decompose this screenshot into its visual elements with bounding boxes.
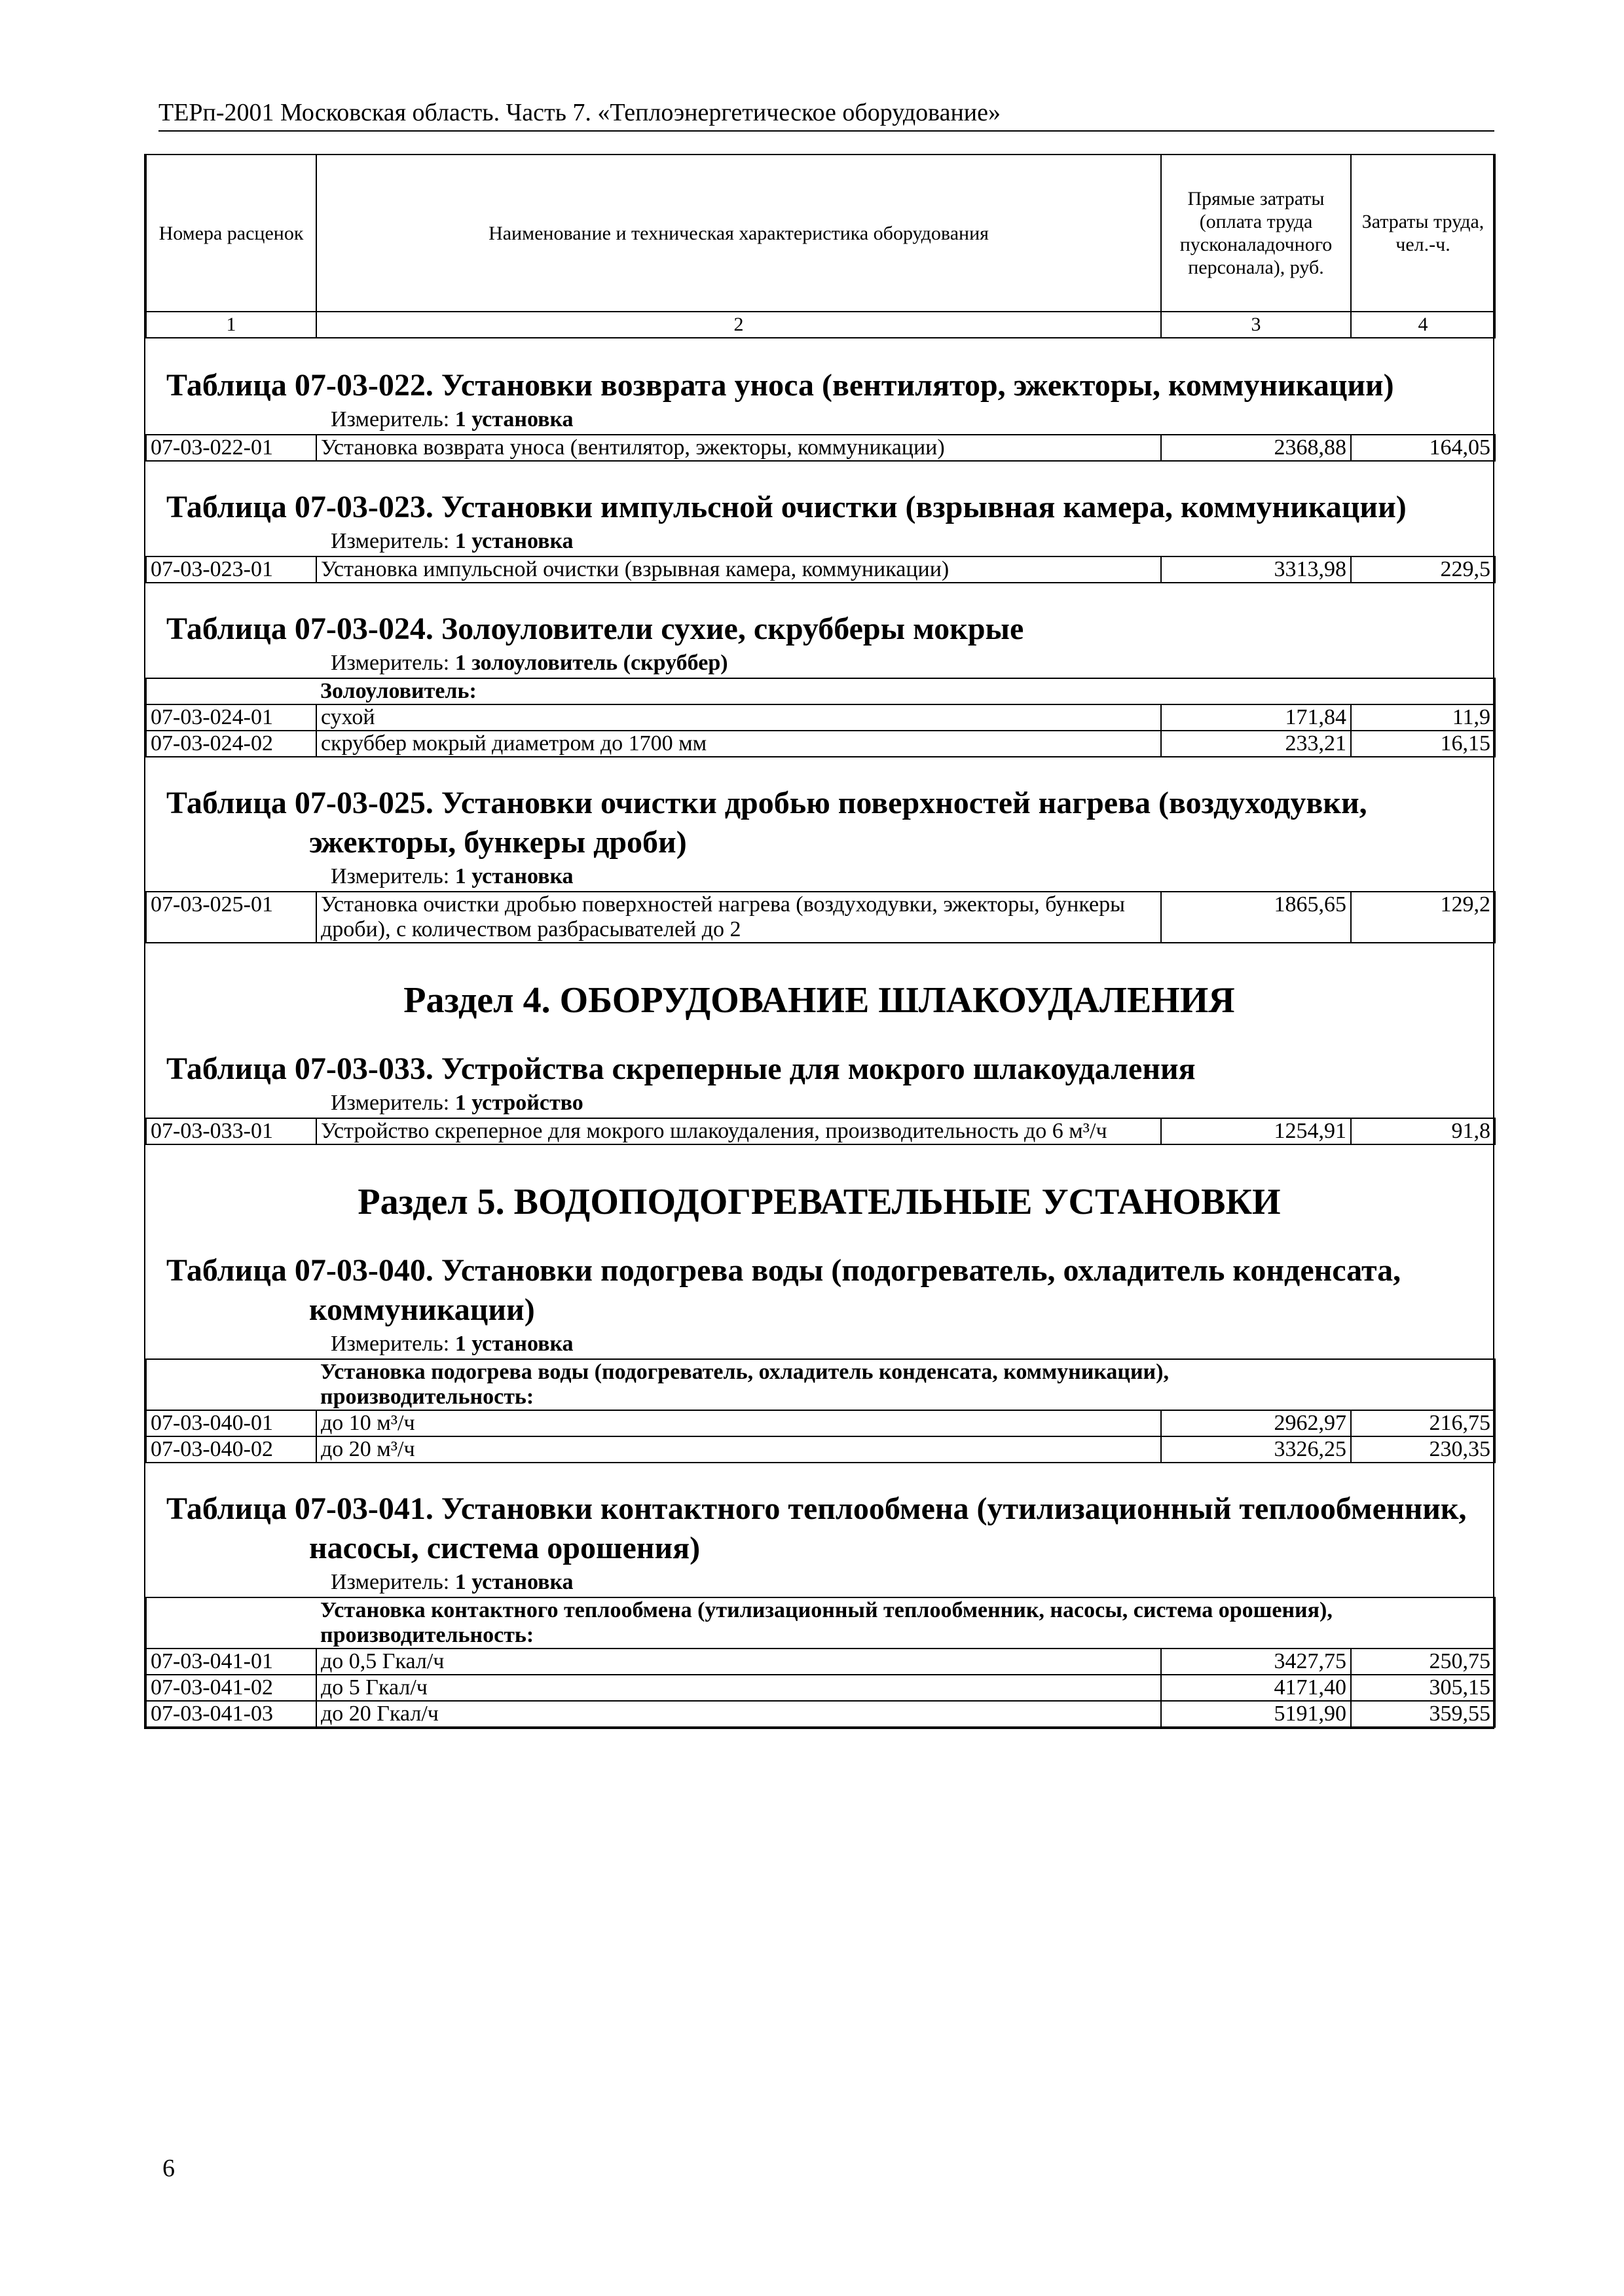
- rate-name: Установка импульсной очистки (взрывная камера, коммуникации): [316, 556, 1161, 583]
- rate-labor: 250,75: [1351, 1649, 1495, 1675]
- rates-table-041: [145, 1597, 1496, 1728]
- measure-label: Измеритель:: [331, 407, 450, 431]
- rate-name: Установка очистки дробью поверхностей нагрева (воздуходувки, эжекторы, бункеры дроби), с количеством разбрасывателей до 2: [316, 892, 1161, 943]
- rates-table-022: [145, 434, 1496, 462]
- table-row: [146, 435, 1495, 461]
- table-row: [146, 1649, 1495, 1675]
- rate-labor: 129,2: [1351, 892, 1495, 943]
- rate-labor: 230,35: [1351, 1436, 1495, 1463]
- measure-023: [145, 527, 1493, 556]
- rate-cost: 4171,40: [1161, 1675, 1351, 1701]
- rate-name: сухой: [316, 704, 1161, 731]
- measure-value: 1 установка: [454, 1332, 574, 1356]
- rate-code: 07-03-025-01: [146, 892, 316, 943]
- measure-label: Измеритель:: [331, 651, 450, 675]
- rate-cost: 3326,25: [1161, 1436, 1351, 1463]
- col-number: 4: [1351, 312, 1495, 338]
- measure-label: Измеритель:: [331, 1570, 450, 1594]
- rate-name: Устройство скреперное для мокрого шлакоудаления, производительность до 6 м³/ч: [316, 1118, 1161, 1144]
- measure-label: Измеритель:: [331, 1091, 450, 1115]
- measure-024: [145, 649, 1493, 678]
- running-header: ТЕРп-2001 Московская область. Часть 7. «Теплоэнергетическое оборудование»: [158, 99, 1001, 126]
- rate-cost: 1865,65: [1161, 892, 1351, 943]
- rate-code: 07-03-024-01: [146, 704, 316, 731]
- rate-name: до 10 м³/ч: [316, 1410, 1161, 1436]
- rate-labor: 305,15: [1351, 1675, 1495, 1701]
- section-title-4: Раздел 4. ОБОРУДОВАНИЕ ШЛАКОУДАЛЕНИЯ: [403, 980, 1235, 1021]
- measure-value: 1 установка: [454, 529, 574, 553]
- rate-labor: 16,15: [1351, 731, 1495, 757]
- group-label: Золоуловитель:: [316, 678, 1495, 704]
- rate-name: до 20 м³/ч: [316, 1436, 1161, 1463]
- measure-value: 1 установка: [454, 864, 574, 888]
- col-header-cost: Прямые затраты (оплата труда пусконаладочного персонала), руб.: [1161, 155, 1351, 312]
- price-document: [144, 154, 1494, 1729]
- rate-name: до 20 Гкал/ч: [316, 1701, 1161, 1727]
- table-row: [146, 1118, 1495, 1144]
- rate-cost: 1254,91: [1161, 1118, 1351, 1144]
- col-number: 3: [1161, 312, 1351, 338]
- rate-code: 07-03-041-02: [146, 1675, 316, 1701]
- table-row: [146, 704, 1495, 731]
- rate-cost: 2962,97: [1161, 1410, 1351, 1436]
- table-row: [146, 1675, 1495, 1701]
- rates-table-033: [145, 1118, 1496, 1145]
- table-row: [146, 556, 1495, 583]
- rate-labor: 164,05: [1351, 435, 1495, 461]
- rate-code: 07-03-041-03: [146, 1701, 316, 1727]
- section-title-5: Раздел 5. ВОДОПОДОГРЕВАТЕЛЬНЫЕ УСТАНОВКИ: [358, 1182, 1281, 1222]
- table-row: [146, 731, 1495, 757]
- table-row: [146, 892, 1495, 943]
- measure-033: [145, 1089, 1493, 1118]
- rate-code: 07-03-022-01: [146, 435, 316, 461]
- group-label: Установка подогрева воды (подогреватель, охладитель конденсата, коммуникации), производительность:: [316, 1359, 1495, 1410]
- col-header-labor: Затраты труда, чел.-ч.: [1351, 155, 1495, 312]
- header-rule: [158, 130, 1494, 132]
- table-row: [146, 1410, 1495, 1436]
- rate-code: 07-03-033-01: [146, 1118, 316, 1144]
- group-row: [146, 678, 1495, 704]
- rates-table-040: [145, 1358, 1496, 1463]
- rate-name: Установка возврата уноса (вентилятор, эжекторы, коммуникации): [316, 435, 1161, 461]
- measure-value: 1 золоуловитель (скруббер): [454, 651, 728, 675]
- measure-label: Измеритель:: [331, 1332, 450, 1356]
- rate-labor: 216,75: [1351, 1410, 1495, 1436]
- measure-040: [145, 1330, 1493, 1358]
- col-header-codes: Номера расценок: [146, 155, 316, 312]
- table-row: [146, 1436, 1495, 1463]
- rate-labor: 229,5: [1351, 556, 1495, 583]
- rate-name: до 0,5 Гкал/ч: [316, 1649, 1161, 1675]
- rate-labor: 359,55: [1351, 1701, 1495, 1727]
- rate-cost: 2368,88: [1161, 435, 1351, 461]
- measure-label: Измеритель:: [331, 529, 450, 553]
- rate-cost: 5191,90: [1161, 1701, 1351, 1727]
- rate-cost: 171,84: [1161, 704, 1351, 731]
- table-title-022: Таблица 07-03-022. Установки возврата уноса (вентилятор, эжекторы, коммуникации): [166, 368, 1394, 403]
- page-number: 6: [162, 2155, 175, 2182]
- group-row: [146, 1359, 1495, 1410]
- rate-name: до 5 Гкал/ч: [316, 1675, 1161, 1701]
- group-label: Установка контактного теплообмена (утилизационный теплообменник, насосы, система орошения), производительность:: [316, 1597, 1495, 1649]
- measure-025: [145, 862, 1493, 891]
- measure-label: Измеритель:: [331, 864, 450, 888]
- col-header-name: Наименование и техническая характеристика оборудования: [316, 155, 1161, 312]
- table-title-023: Таблица 07-03-023. Установки импульсной очистки (взрывная камера, коммуникации): [166, 490, 1407, 524]
- measure-value: 1 установка: [454, 1570, 574, 1594]
- col-number: 2: [316, 312, 1161, 338]
- measure-value: 1 установка: [454, 407, 574, 431]
- rate-labor: 11,9: [1351, 704, 1495, 731]
- rates-table-024: [145, 678, 1496, 757]
- table-title-040: Таблица 07-03-040. Установки подогрева воды (подогреватель, охладитель конденсата, коммуникации): [166, 1253, 1401, 1327]
- measure-041: [145, 1568, 1493, 1597]
- rate-cost: 3313,98: [1161, 556, 1351, 583]
- rate-code: 07-03-040-01: [146, 1410, 316, 1436]
- rate-name: скруббер мокрый диаметром до 1700 мм: [316, 731, 1161, 757]
- rate-cost: 233,21: [1161, 731, 1351, 757]
- col-number: 1: [146, 312, 316, 338]
- table-title-033: Таблица 07-03-033. Устройства скреперные для мокрого шлакоудаления: [166, 1051, 1196, 1086]
- rate-code: 07-03-040-02: [146, 1436, 316, 1463]
- measure-value: 1 устройство: [454, 1091, 583, 1115]
- measure-022: [145, 405, 1493, 434]
- rate-code: 07-03-023-01: [146, 556, 316, 583]
- table-title-041: Таблица 07-03-041. Установки контактного теплообмена (утилизационный теплообменник, насосы, система орошения): [166, 1491, 1467, 1565]
- column-header-table: [145, 154, 1496, 338]
- rate-cost: 3427,75: [1161, 1649, 1351, 1675]
- rate-code: 07-03-024-02: [146, 731, 316, 757]
- rate-labor: 91,8: [1351, 1118, 1495, 1144]
- table-row: [146, 1701, 1495, 1727]
- rates-table-025: [145, 891, 1496, 943]
- table-title-024: Таблица 07-03-024. Золоуловители сухие, скрубберы мокрые: [166, 611, 1024, 646]
- table-title-025: Таблица 07-03-025. Установки очистки дробью поверхностей нагрева (воздуходувки, эжекторы, бункеры дроби): [166, 786, 1367, 860]
- rates-table-023: [145, 556, 1496, 583]
- group-row: [146, 1597, 1495, 1649]
- rate-code: 07-03-041-01: [146, 1649, 316, 1675]
